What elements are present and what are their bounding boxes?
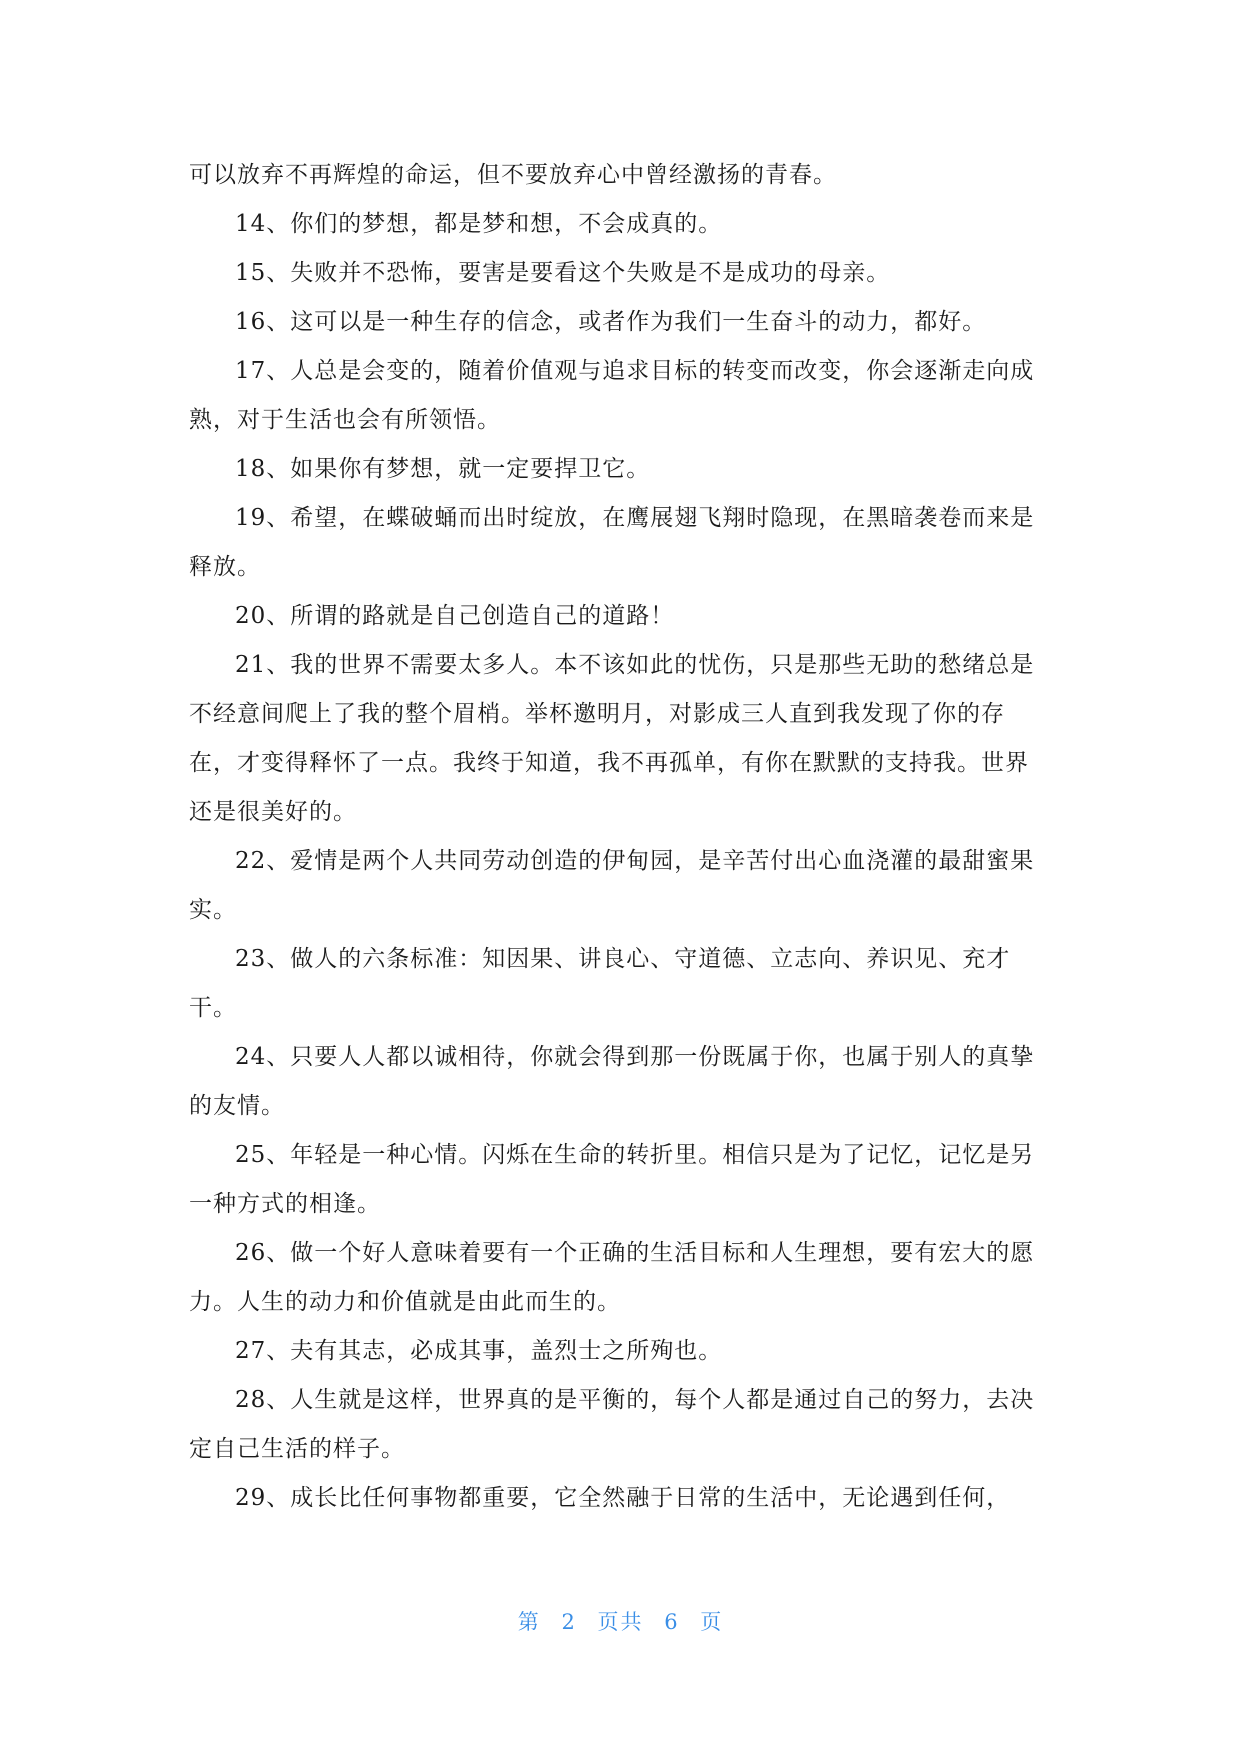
- paragraph-25: 25、年轻是一种心情。闪烁在生命的转折里。相信只是为了记忆，记忆是另一种方式的相逢。: [189, 1142, 1035, 1217]
- footer-middle: 页共: [597, 1610, 644, 1634]
- paragraph-27: 27、夫有其志，必成其事，盖烈士之所殉也。: [235, 1338, 723, 1364]
- paragraph: 可以放弃不再辉煌的命运，但不要放弃心中曾经激扬的青春。: [189, 162, 837, 188]
- total-page-count: 6: [664, 1610, 680, 1634]
- paragraph-16: 16、这可以是一种生存的信念，或者作为我们一生奋斗的动力，都好。: [235, 309, 987, 335]
- paragraph-15: 15、失败并不恐怖，要害是要看这个失败是不是成功的母亲。: [235, 260, 891, 286]
- paragraph-28: 28、人生就是这样，世界真的是平衡的，每个人都是通过自己的努力，去决定自己生活的样子。: [189, 1387, 1035, 1462]
- paragraph-14: 14、你们的梦想，都是梦和想，不会成真的。: [235, 211, 723, 237]
- document-body: [189, 151, 1049, 1523]
- paragraph-17: 17、人总是会变的，随着价值观与追求目标的转变而改变，你会逐渐走向成熟，对于生活也会有所领悟。: [189, 358, 1035, 433]
- paragraph-21: 21、我的世界不需要太多人。本不该如此的忧伤，只是那些无助的愁绪总是不经意间爬上了我的整个眉梢。举杯邀明月，对影成三人直到我发现了你的存在，才变得释怀了一点。我终于知道，我不再孤单，有你在默默的支持我。世界还是很美好的。: [189, 652, 1035, 825]
- page-footer: [0, 1606, 1241, 1636]
- paragraph-23: 23、做人的六条标准：知因果、讲良心、守道德、立志向、养识见、充才干。: [189, 946, 1011, 1021]
- current-page-number: 2: [561, 1610, 577, 1634]
- paragraph-22: 22、爱情是两个人共同劳动创造的伊甸园，是辛苦付出心血浇灌的最甜蜜果实。: [189, 848, 1035, 923]
- footer-suffix: 页: [700, 1610, 724, 1634]
- paragraph-24: 24、只要人人都以诚相待，你就会得到那一份既属于你，也属于别人的真挚的友情。: [189, 1044, 1035, 1119]
- paragraph-29: 29、成长比任何事物都重要，它全然融于日常的生活中，无论遇到任何，: [235, 1485, 1011, 1511]
- paragraph-19: 19、希望，在蝶破蛹而出时绽放，在鹰展翅飞翔时隐现，在黑暗袭卷而来是释放。: [189, 505, 1035, 580]
- paragraph-26: 26、做一个好人意味着要有一个正确的生活目标和人生理想，要有宏大的愿力。人生的动力和价值就是由此而生的。: [189, 1240, 1035, 1315]
- footer-prefix: 第: [517, 1610, 541, 1634]
- paragraph-18: 18、如果你有梦想，就一定要捍卫它。: [235, 456, 651, 482]
- paragraph-20: 20、所谓的路就是自己创造自己的道路！: [235, 603, 675, 629]
